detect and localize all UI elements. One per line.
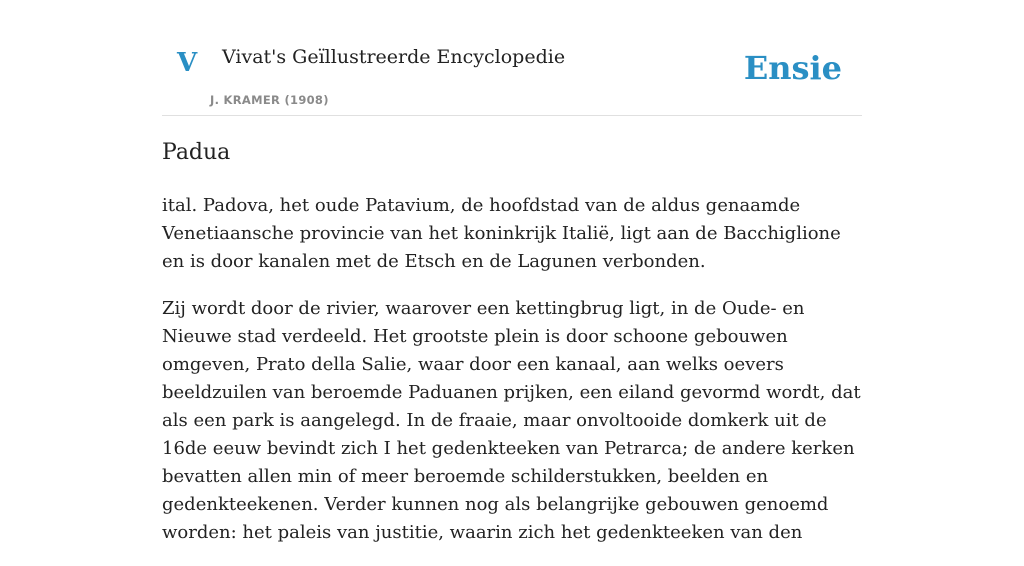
brand-logo[interactable]: Ensie — [743, 49, 842, 87]
source-header — [162, 0, 862, 116]
article-title: Padua — [162, 140, 231, 165]
article-body — [162, 192, 862, 566]
content-container — [162, 0, 862, 543]
article-paragraph: ital. Padova, het oude Patavium, de hoofdstad van de aldus genaamde Venetiaansche provincie van het koninkrijk Italië, ligt aan de Bacchiglione en is door kanalen met de Etsch en de Lagunen verbonden. — [162, 195, 841, 272]
article-paragraph: Zij wordt door de rivier, waarover een kettingbrug ligt, in de Oude- en Nieuwe stad verdeeld. Het grootste plein is door schoone gebouwen omgeven, Prato della Salie, waar door een kanaal, aan welks oevers beeldzuilen van beroemde Paduanen prijken, een eiland gevormd wordt, dat als een park is aangelegd. In de fraaie, maar onvoltooide domkerk uit de 16de eeuw bevindt zich I het gedenkteeken van Petrarca; de andere kerken bevatten allen min of meer beroemde schilderstukken, beelden en gedenkteekenen. Verder kunnen nog als belangrijke gebouwen genoemd worden: het paleis van justitie, waarin zich het gedenkteeken van den — [162, 298, 861, 543]
source-logo[interactable]: V — [177, 48, 198, 78]
source-author: J. KRAMER (1908) — [210, 93, 329, 107]
source-title[interactable]: Vivat's Geïllustreerde Encyclopedie — [222, 46, 566, 68]
